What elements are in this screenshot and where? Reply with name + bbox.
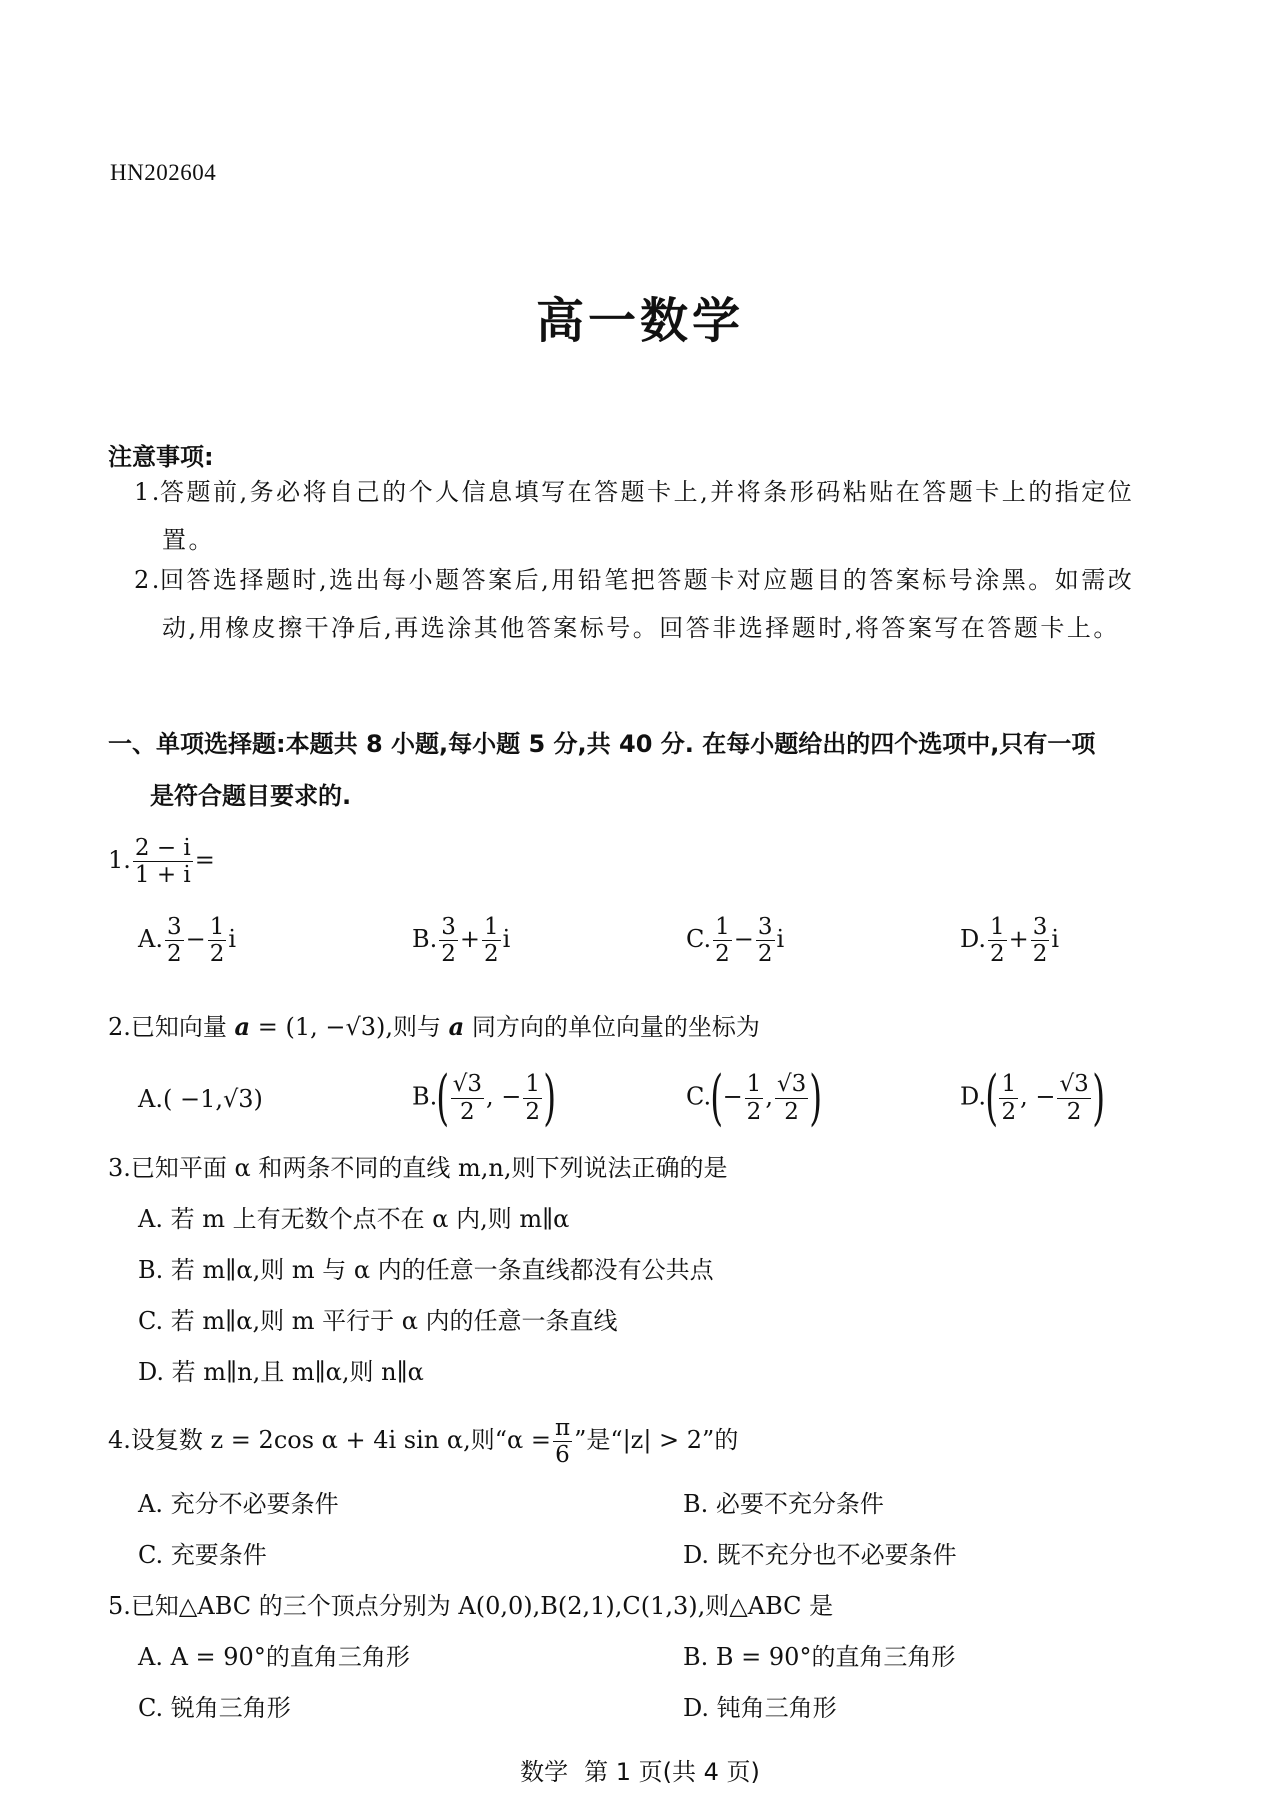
fraction-numerator: 2 − i: [134, 835, 191, 861]
notice-item-text: 回答选择题时,选出每小题答案后,用铅笔把答题卡对应题目的答案标号涂黑。如需改动,用橡皮擦干净后,再选涂其他答案标号。回答非选择题时,将答案写在答题卡上。: [160, 566, 1135, 642]
question-number: 3.: [108, 1154, 131, 1182]
question-2-option-b: [412, 1063, 557, 1133]
fraction: [133, 836, 193, 887]
fraction-numerator: √3: [776, 1071, 807, 1098]
question-1-option-a: [138, 915, 236, 966]
exam-code: HN202604: [110, 160, 217, 185]
fraction-denominator: 2: [484, 941, 499, 968]
operator: −: [733, 925, 754, 954]
option-label: A.: [138, 1085, 163, 1113]
question-5-stem: [108, 1586, 833, 1621]
fraction-denominator: 6: [555, 1442, 570, 1469]
equals-sign: =: [194, 846, 215, 875]
fraction: [165, 915, 184, 966]
fraction-numerator: 3: [441, 914, 456, 940]
option-text: ( −1,√3): [162, 1085, 263, 1113]
stem-text: 设复数 z = 2cos α + 4i sin α,则“α =: [130, 1426, 551, 1455]
question-number: 2.: [108, 1013, 131, 1041]
stem-text: = (1, −√3),则与: [250, 1013, 442, 1041]
question-1-option-d: [960, 915, 1059, 966]
vector-symbol: a: [448, 1012, 465, 1041]
question-1-stem: [108, 836, 215, 887]
notice-item-number: 2.: [134, 566, 162, 594]
fraction-numerator: √3: [452, 1071, 482, 1098]
operator: +: [1008, 925, 1029, 954]
question-1-option-c: [686, 915, 784, 966]
fraction-numerator: 3: [757, 914, 773, 940]
fraction-denominator: 2: [1032, 941, 1048, 968]
notice-item-1: [134, 468, 1162, 564]
question-5-option-d: D. 钝角三角形: [683, 1694, 837, 1722]
fraction: [523, 1072, 542, 1123]
question-5-option-c: C. 锐角三角形: [138, 1694, 291, 1722]
fraction-numerator: 1: [525, 1071, 540, 1098]
fraction-numerator: 1: [990, 914, 1005, 940]
imaginary-unit: i: [1051, 925, 1060, 954]
option-label: C.: [686, 925, 712, 954]
fraction: [1057, 1072, 1090, 1123]
fraction-numerator: 3: [166, 914, 182, 940]
fraction-numerator: 1: [715, 914, 730, 940]
imaginary-unit: i: [776, 925, 785, 954]
left-paren: (: [710, 1063, 724, 1133]
left-paren: (: [436, 1063, 450, 1133]
fraction-numerator: 1: [209, 914, 225, 940]
fraction: [1031, 915, 1050, 966]
fraction-denominator: 1 + i: [134, 862, 191, 889]
stem-text: 已知△ABC 的三个顶点分别为 A(0,0),B(2,1),C(1,3),则△ABC 是: [130, 1592, 834, 1620]
option-label: D.: [960, 925, 987, 954]
page-footer: [0, 1752, 1280, 1787]
imaginary-unit: i: [228, 925, 237, 954]
option-label: B.: [412, 1082, 438, 1111]
question-4-stem: [108, 1416, 738, 1467]
fraction-denominator: 2: [525, 1098, 540, 1125]
fraction: [988, 915, 1007, 966]
stem-text: 同方向的单位向量的坐标为: [471, 1013, 760, 1041]
operator: +: [459, 925, 481, 954]
fraction: [756, 915, 775, 966]
fraction-denominator: 2: [1001, 1098, 1017, 1125]
page-title: 高一数学: [535, 293, 744, 349]
question-3-stem: [108, 1148, 727, 1183]
question-5-option-b: B. B = 90°的直角三角形: [683, 1643, 956, 1671]
question-5-option-a: A. A = 90°的直角三角形: [138, 1643, 410, 1671]
fraction-denominator: 2: [784, 1098, 799, 1125]
fraction-numerator: π: [554, 1415, 571, 1441]
footer-page-number: 第 1 页(共 4 页): [584, 1758, 760, 1786]
fraction: [745, 1072, 764, 1123]
fraction-denominator: 2: [209, 941, 225, 968]
vector-symbol: a: [234, 1012, 251, 1041]
question-2-option-c: [686, 1063, 823, 1133]
fraction: [482, 915, 501, 966]
right-paren: ): [543, 1063, 557, 1133]
fraction: [553, 1416, 572, 1467]
question-3-option-a: A. 若 m 上有无数个点不在 α 内,则 m∥α: [138, 1205, 570, 1233]
separator: , −: [485, 1082, 522, 1111]
notice-item-text: 答题前,务必将自己的个人信息填写在答题卡上,并将条形码粘贴在答题卡上的指定位置。: [160, 478, 1135, 554]
fraction: [775, 1072, 808, 1123]
question-4-option-b: B. 必要不充分条件: [683, 1490, 884, 1518]
fraction-numerator: 1: [746, 1071, 762, 1098]
question-4-option-a: A. 充分不必要条件: [138, 1490, 339, 1518]
notice-item-2: [134, 556, 1162, 652]
fraction-denominator: 2: [1066, 1098, 1082, 1125]
section-heading-line-2: 是符合题目要求的.: [150, 782, 352, 810]
fraction: [999, 1072, 1018, 1123]
right-paren: ): [809, 1063, 823, 1133]
fraction: [439, 915, 458, 966]
question-3-option-d: D. 若 m∥n,且 m∥α,则 n∥α: [138, 1358, 424, 1386]
fraction-numerator: √3: [1059, 1071, 1089, 1098]
stem-text: ”是“|z| > 2”的: [574, 1426, 739, 1455]
fraction-denominator: 2: [166, 941, 182, 968]
notice-heading: 注意事项:: [108, 443, 214, 471]
operator: −: [185, 925, 206, 954]
question-number: 4.: [108, 1426, 131, 1455]
fraction-denominator: 2: [990, 941, 1005, 968]
stem-text: 已知向量: [130, 1013, 227, 1041]
option-label: A.: [138, 925, 163, 954]
minus-sign: −: [722, 1082, 743, 1111]
notice-item-number: 1.: [134, 478, 162, 506]
fraction-numerator: 1: [484, 914, 499, 940]
question-2-option-d: [960, 1063, 1105, 1133]
separator: , −: [1020, 1082, 1056, 1111]
fraction-numerator: 3: [1032, 914, 1048, 940]
question-4-option-d: D. 既不充分也不必要条件: [683, 1541, 957, 1569]
option-label: D.: [960, 1082, 987, 1111]
question-4-option-c: C. 充要条件: [138, 1541, 267, 1569]
footer-subject: 数学: [520, 1758, 569, 1786]
question-2-stem: [108, 1007, 760, 1042]
fraction-numerator: 1: [1001, 1071, 1017, 1098]
question-number: 1.: [108, 846, 131, 875]
question-2-option-a: [138, 1085, 263, 1113]
right-paren: ): [1092, 1063, 1105, 1133]
question-number: 5.: [108, 1592, 131, 1620]
question-3-option-b: B. 若 m∥α,则 m 与 α 内的任意一条直线都没有公共点: [138, 1256, 714, 1284]
section-heading-line-1: 一、单项选择题:本题共 8 小题,每小题 5 分,共 40 分. 在每小题给出的四个选项中,只有一项: [108, 730, 1096, 758]
fraction-denominator: 2: [757, 941, 773, 968]
option-label: B.: [412, 925, 438, 954]
fraction-denominator: 2: [746, 1098, 762, 1125]
fraction-denominator: 2: [715, 941, 730, 968]
option-label: C.: [686, 1082, 712, 1111]
fraction: [208, 915, 227, 966]
stem-text: 已知平面 α 和两条不同的直线 m,n,则下列说法正确的是: [130, 1154, 728, 1182]
left-paren: (: [985, 1063, 999, 1133]
question-1-option-b: [412, 915, 510, 966]
fraction-denominator: 2: [460, 1098, 475, 1125]
fraction-denominator: 2: [441, 941, 456, 968]
question-3-option-c: C. 若 m∥α,则 m 平行于 α 内的任意一条直线: [138, 1307, 618, 1335]
section-heading: [108, 718, 1168, 822]
fraction: [451, 1072, 484, 1123]
imaginary-unit: i: [502, 925, 511, 954]
fraction: [713, 915, 732, 966]
separator: ,: [765, 1082, 773, 1111]
